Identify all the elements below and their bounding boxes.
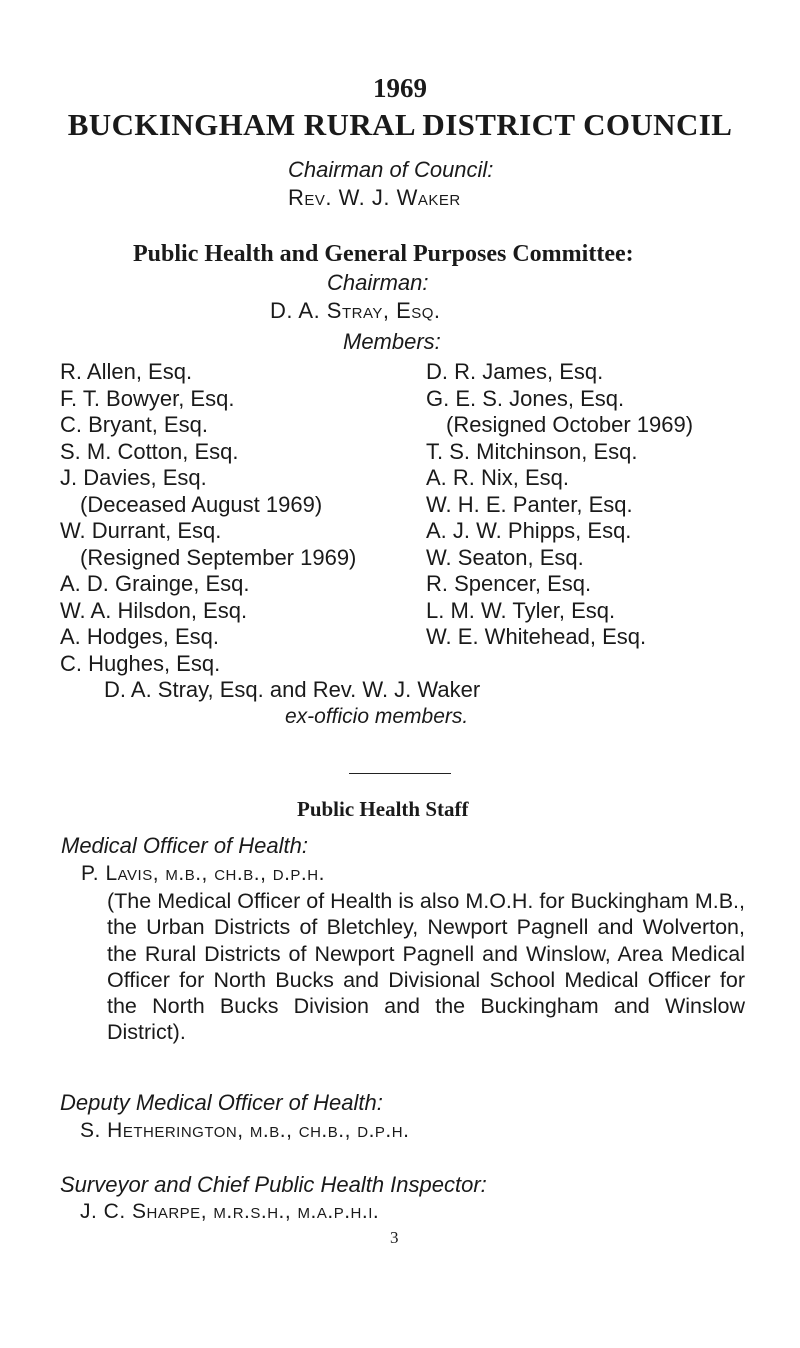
ex-officio-names: D. A. Stray, Esq. and Rev. W. J. Waker [104, 677, 481, 702]
deputy-moh-name: S. Hetherington, m.b., ch.b., d.p.h. [80, 1119, 410, 1142]
member-item: S. M. Cotton, Esq. [60, 438, 239, 464]
right-members-list [426, 359, 693, 651]
member-item: A. R. Nix, Esq. [426, 465, 570, 490]
moh-note: (The Medical Officer of Health is also M.O.H. for Buckingham M.B., the Urban Districts of Bletchley, Newport Pagnell and Wolverton, the Rural Districts of Newport Pagnell and Winslow, Area Medical Officer for North Bucks and Divisional School Medical Officer for the North Bucks Division and the Buckingham and Winslow District). [107, 889, 745, 1045]
surveyor-name: J. C. Sharpe, m.r.s.h., m.a.p.h.i. [80, 1200, 380, 1223]
members-label: Members: [343, 329, 441, 354]
page-number: 3 [390, 1228, 399, 1247]
member-item: F. T. Bowyer, Esq. [60, 385, 235, 411]
member-item: C. Bryant, Esq. [60, 412, 208, 437]
member-item: W. A. Hilsdon, Esq. [60, 597, 248, 623]
member-item: W. Durrant, Esq. [60, 518, 222, 543]
member-item: C. Hughes, Esq. [60, 650, 221, 676]
surveyor-label: Surveyor and Chief Public Health Inspector: [60, 1172, 487, 1197]
committee-title: Public Health and General Purposes Committee: [133, 241, 634, 267]
moh-name: P. Lavis, m.b., ch.b., d.p.h. [81, 862, 325, 885]
member-item: R. Spencer, Esq. [426, 571, 592, 596]
member-item: R. Allen, Esq. [60, 359, 193, 384]
report-year: 1969 [373, 73, 427, 103]
member-item: W. H. E. Panter, Esq. [426, 491, 633, 517]
member-note: (Resigned October 1969) [446, 412, 694, 437]
member-item: T. S. Mitchinson, Esq. [426, 438, 638, 464]
member-note: (Deceased August 1969) [80, 491, 323, 517]
member-item: L. M. W. Tyler, Esq. [426, 597, 616, 623]
council-title: BUCKINGHAM RURAL DISTRICT COUNCIL [67, 107, 733, 142]
member-item: A. Hodges, Esq. [60, 624, 219, 649]
moh-label: Medical Officer of Health: [61, 833, 308, 858]
council-chairman-name: Rev. W. J. Waker [288, 185, 461, 210]
member-item: W. E. Whitehead, Esq. [426, 624, 647, 649]
member-item: A. J. W. Phipps, Esq. [426, 518, 632, 543]
staff-title: Public Health Staff [297, 797, 469, 821]
member-note: (Resigned September 1969) [80, 544, 357, 570]
committee-chairman-label: Chairman: [327, 270, 429, 295]
member-item: W. Seaton, Esq. [426, 544, 584, 570]
ex-officio-label: ex-officio members. [285, 705, 469, 728]
council-chairman-label: Chairman of Council: [288, 157, 494, 182]
deputy-moh-label: Deputy Medical Officer of Health: [60, 1090, 383, 1115]
member-item: A. D. Grainge, Esq. [60, 571, 250, 596]
section-divider [349, 773, 451, 774]
member-item: D. R. James, Esq. [426, 359, 604, 384]
left-members-list [60, 359, 356, 677]
member-item: J. Davies, Esq. [60, 465, 207, 490]
member-item: G. E. S. Jones, Esq. [426, 385, 625, 411]
committee-chairman-name: D. A. Stray, Esq. [270, 298, 441, 323]
